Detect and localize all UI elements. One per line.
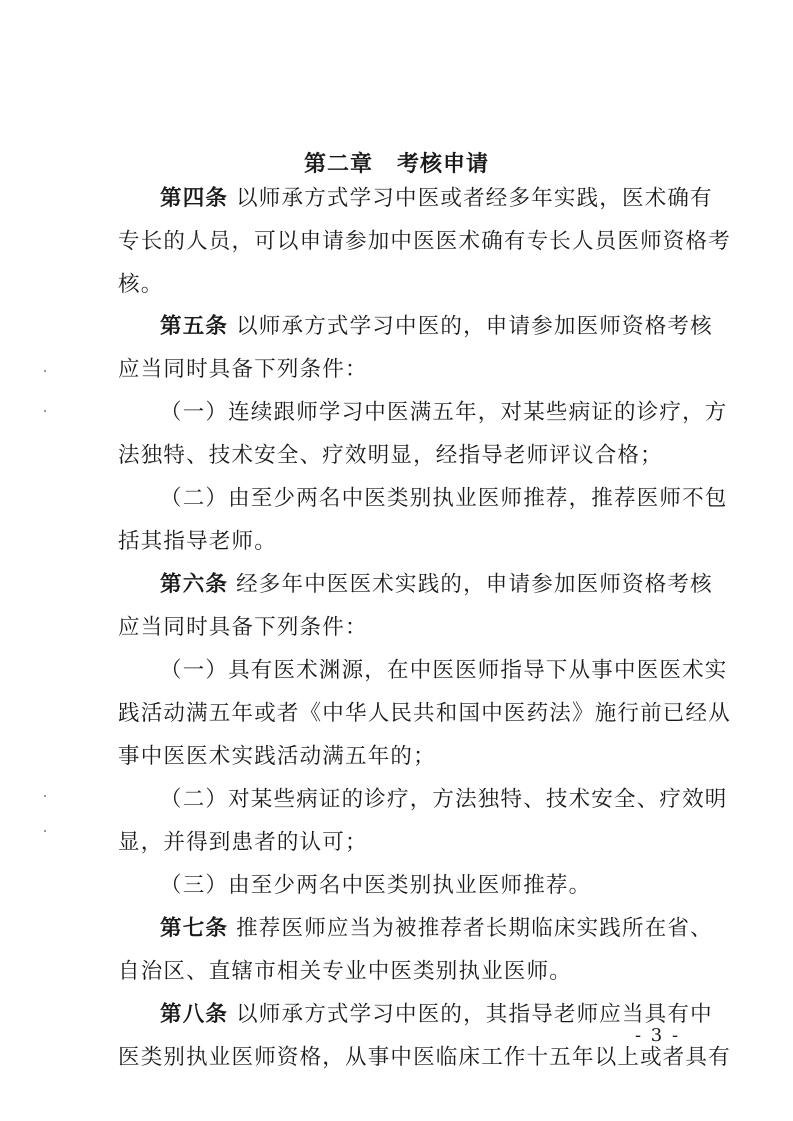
article-6-label: 第六条 [160, 572, 229, 597]
article-6-item-2-line-2: 显，并得到患者的认可； [118, 830, 368, 855]
article-7-line-1: 第七条 推荐医师应当为被推荐者长期临床实践所在省、 [160, 916, 713, 941]
article-8-label: 第八条 [160, 1002, 229, 1027]
article-4-line-2: 专长的人员，可以申请参加中医医术确有专长人员医师资格考 [118, 229, 731, 254]
article-4-line-1: 第四条 以师承方式学习中医或者经多年实践，医术确有 [160, 186, 713, 211]
article-5-line-2: 应当同时具备下列条件： [118, 357, 368, 382]
article-6-item-2-line-1: （二）对某些病证的诊疗，方法独特、技术安全、疗效明 [160, 787, 728, 812]
scan-speck [44, 830, 46, 832]
article-6-item-1-line-2: 践活动满五年或者《中华人民共和国中医药法》施行前已经从 [118, 701, 731, 726]
scan-speck [44, 370, 46, 372]
article-8-line-1: 第八条 以师承方式学习中医的，其指导老师应当具有中 [160, 1002, 713, 1027]
article-5-item-2-line-1: （二）由至少两名中医类别执业医师推荐，推荐医师不包 [160, 486, 728, 511]
scan-speck [44, 795, 46, 797]
article-5-label: 第五条 [160, 314, 229, 339]
article-4-label: 第四条 [160, 186, 229, 211]
chapter-number: 第二章 [303, 152, 373, 177]
article-4-line-3: 核。 [118, 272, 164, 297]
article-5-item-1-line-2: 法独特、技术安全、疗效明显，经指导老师评议合格； [118, 443, 663, 468]
article-5-item-1-line-1: （一）连续跟师学习中医满五年，对某些病证的诊疗，方 [160, 400, 728, 425]
article-6-item-1-line-1: （一）具有医术渊源，在中医医师指导下从事中医医术实 [160, 658, 728, 683]
article-5-item-2-line-2: 括其指导老师。 [118, 529, 277, 554]
article-6-item-3: （三）由至少两名中医类别执业医师推荐。 [160, 873, 592, 898]
chapter-title [0, 147, 793, 178]
chapter-name: 考核申请 [397, 152, 490, 177]
article-8-line-2: 医类别执业医师资格，从事中医临床工作十五年以上或者具有 [118, 1045, 731, 1070]
page-number: - 3 - [635, 1025, 681, 1046]
article-5-line-1: 第五条 以师承方式学习中医的，申请参加医师资格考核 [160, 314, 713, 339]
article-6-line-2: 应当同时具备下列条件： [118, 615, 368, 640]
article-6-line-1: 第六条 经多年中医医术实践的，申请参加医师资格考核 [160, 572, 713, 597]
scan-speck [44, 410, 46, 412]
article-7-label: 第七条 [160, 916, 229, 941]
article-6-item-1-line-3: 事中医医术实践活动满五年的； [118, 744, 436, 769]
article-7-line-2: 自治区、直辖市相关专业中医类别执业医师。 [118, 959, 573, 984]
